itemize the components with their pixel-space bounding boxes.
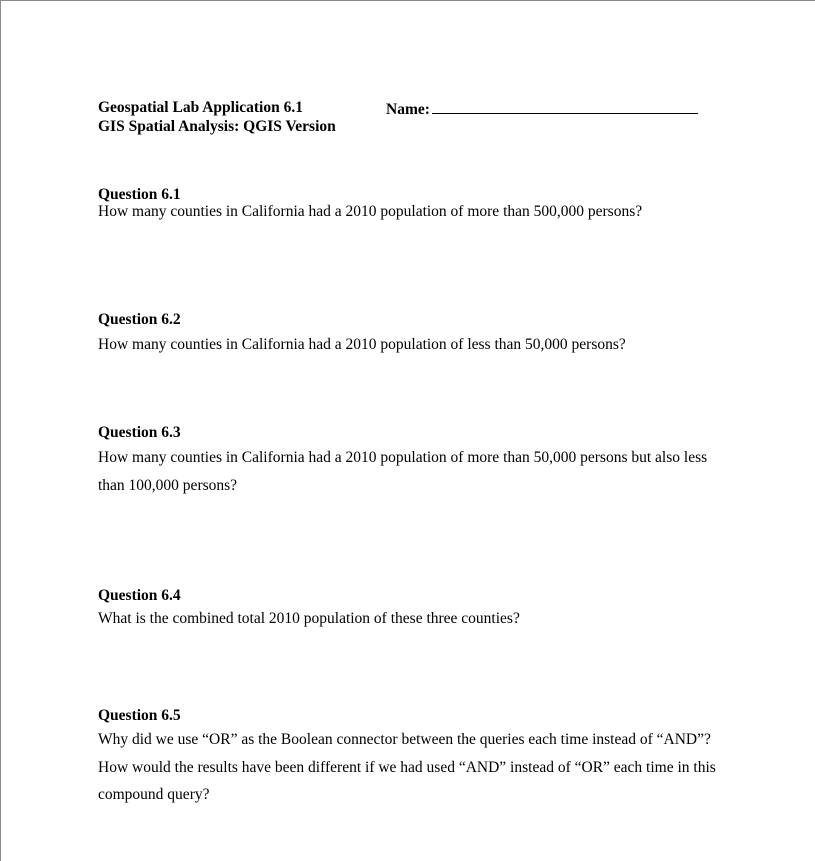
question-title: Question 6.4 — [98, 587, 181, 604]
lab-header — [98, 98, 336, 136]
question-text: How many counties in California had a 2010 population of less than 50,000 persons? — [98, 336, 626, 353]
question-6-4 — [98, 586, 718, 633]
question-title: Question 6.3 — [98, 424, 181, 441]
name-field-block — [386, 98, 698, 119]
question-title: Question 6.2 — [98, 311, 181, 328]
lab-subtitle: GIS Spatial Analysis: QGIS Version — [98, 118, 336, 135]
question-text: How many counties in California had a 2010 population of more than 500,000 persons? — [98, 203, 643, 220]
question-title: Question 6.1 — [98, 186, 181, 203]
lab-title: Geospatial Lab Application 6.1 — [98, 99, 303, 116]
question-text: Why did we use “OR” as the Boolean connector between the queries each time instead of “AND”? How would the results have been different if we had used “AND” instead of “OR” each time in this compound query? — [98, 731, 716, 803]
question-text: How many counties in California had a 2010 population of more than 50,000 persons but also less than 100,000 persons? — [98, 449, 708, 494]
question-title: Question 6.5 — [98, 707, 181, 724]
question-6-5 — [98, 706, 718, 809]
name-label: Name: — [386, 101, 430, 118]
question-6-3 — [98, 423, 718, 499]
question-text: What is the combined total 2010 population of these three counties? — [98, 610, 520, 627]
name-blank-line[interactable] — [432, 98, 698, 114]
question-6-1 — [98, 185, 718, 226]
question-6-2 — [98, 310, 718, 359]
